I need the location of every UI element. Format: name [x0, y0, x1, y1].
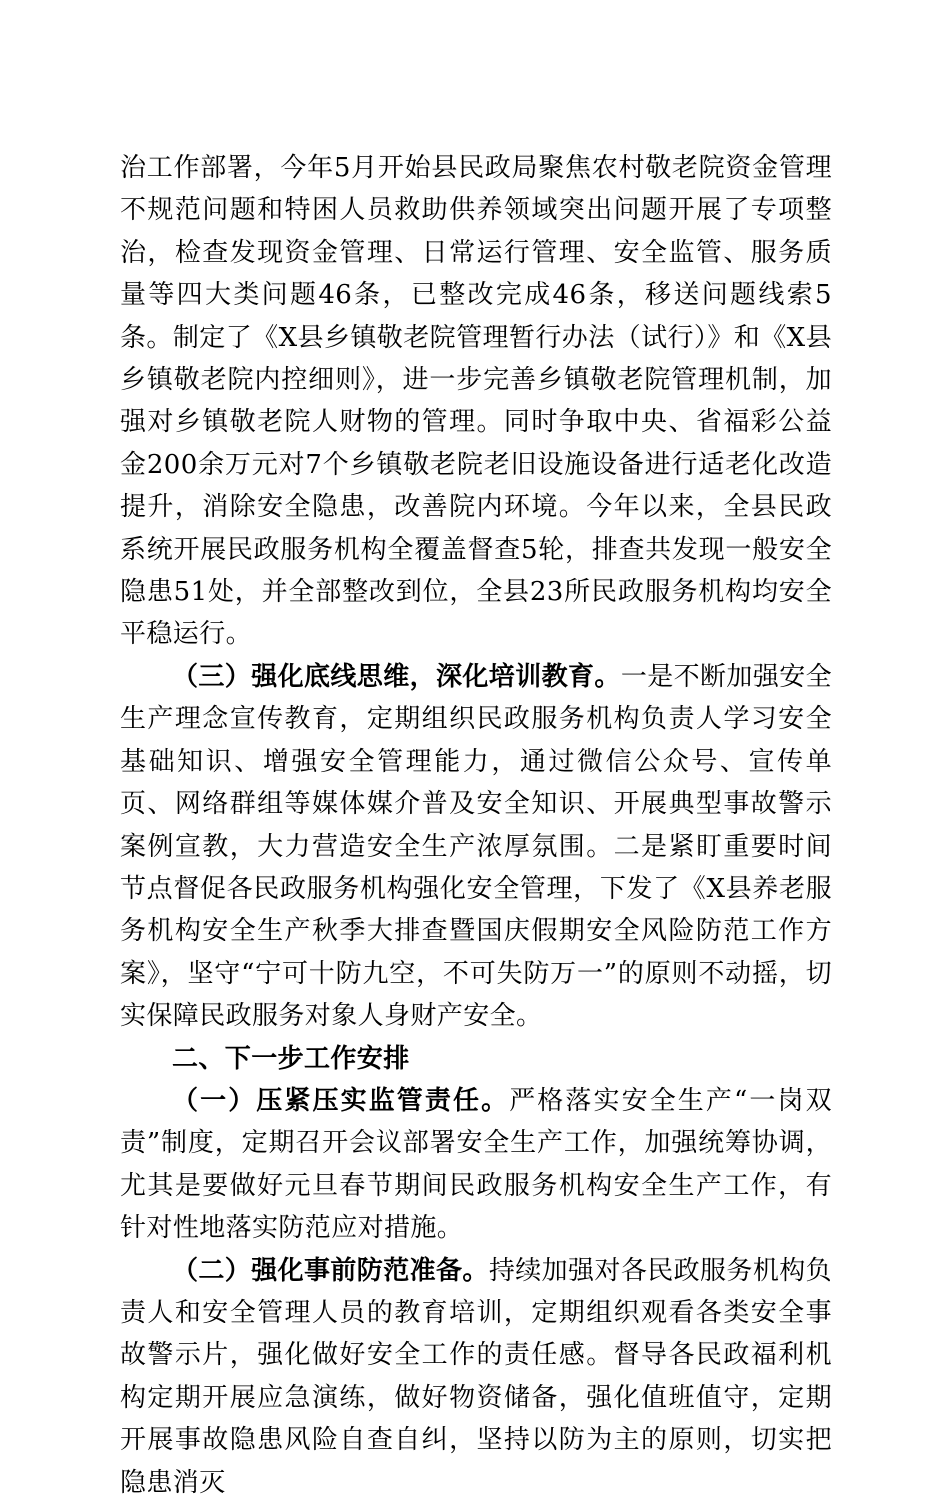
paragraph-prevention-preparation: [120, 1250, 832, 1504]
paragraph-supervision-duty: [120, 1080, 832, 1250]
paragraph-lead: （三）强化底线思维，深化培训教育。: [172, 661, 621, 692]
document-body: [120, 147, 832, 1504]
paragraph-lead: （二）强化事前防范准备。: [172, 1255, 489, 1286]
paragraph-continuation: 治工作部署，今年5月开始县民政局聚焦农村敬老院资金管理不规范问题和特困人员救助供养领域突出问题开展了专项整治，检查发现资金管理、日常运行管理、安全监管、服务质量等四大类问题46条，已整改完成46条，移送问题线索5条。制定了《X县乡镇敬老院管理暂行办法（试行）》和《X县乡镇敬老院内控细则》，进一步完善乡镇敬老院管理机制，加强对乡镇敬老院人财物的管理。同时争取中央、省福彩公益金200余万元对7个乡镇敬老院老旧设施设备进行适老化改造提升，消除安全隐患，改善院内环境。今年以来，全县民政系统开展民政服务机构全覆盖督查5轮，排查共发现一般安全隐患51处，并全部整改到位，全县23所民政服务机构均安全平稳运行。: [120, 153, 832, 650]
paragraph-text: 持续加强对各民政服务机构负责人和安全管理人员的教育培训，定期组织观看各类安全事故警示片，强化做好安全工作的责任感。督导各民政福利机构定期开展应急演练，做好物资储备，强化值班值守，定期开展事故隐患风险自查自纠，坚持以防为主的原则，切实把隐患消灭: [120, 1255, 833, 1498]
paragraph-text: 严格落实安全生产“一岗双责”制度，定期召开会议部署安全生产工作，加强统筹协调，尤其是要做好元旦春节期间民政服务机构安全生产工作，有针对性地落实防范应对措施。: [120, 1085, 832, 1244]
section-heading: 二、下一步工作安排: [172, 1043, 410, 1074]
paragraph-training-education: [120, 656, 832, 1038]
paragraph-text: 一是不断加强安全生产理念宣传教育，定期组织民政服务机构负责人学习安全基础知识、增强安全管理能力，通过微信公众号、宣传单页、网络群组等媒体媒介普及安全知识、开展典型事故警示案例宣教，大力营造安全生产浓厚氛围。二是紧盯重要时间节点督促各民政服务机构强化安全管理，下发了《X县养老服务机构安全生产秋季大排查暨国庆假期安全风险防范工作方案》，坚守“宁可十防九空，不可失防万一”的原则不动摇，切实保障民政服务对象人身财产安全。: [120, 661, 833, 1032]
paragraph-lead: （一）压紧压实监管责任。: [172, 1085, 510, 1116]
